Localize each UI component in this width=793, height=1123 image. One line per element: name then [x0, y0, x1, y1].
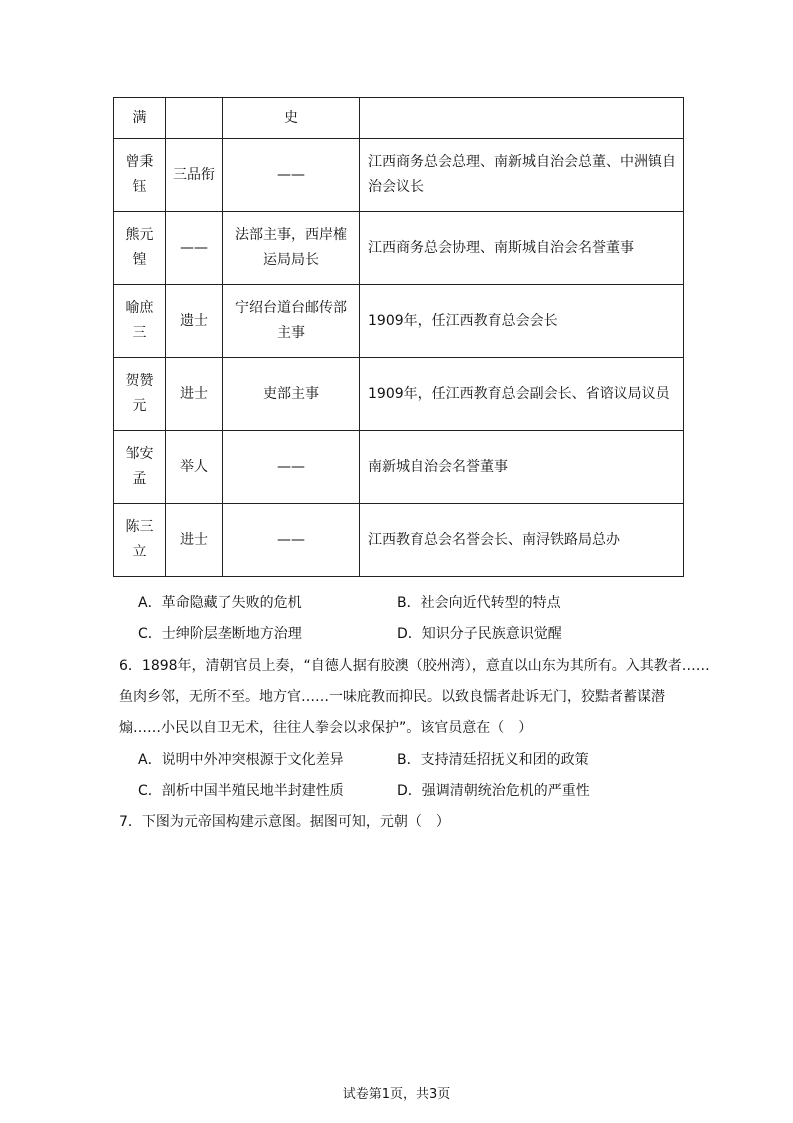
name-cell: 喻庶三	[114, 285, 166, 358]
q6-option-a[interactable]: A．说明中外冲突根源于文化差异	[138, 752, 344, 768]
rank-cell: 三品衔	[166, 139, 223, 212]
table-row	[114, 504, 684, 577]
rank-cell	[166, 98, 223, 139]
post-cell: 宁绍台道台邮传部主事	[223, 285, 360, 358]
officials-table	[113, 97, 684, 577]
q5-option-c[interactable]: C．士绅阶层垄断地方治理	[138, 626, 302, 642]
notes-cell	[360, 98, 684, 139]
q6-stem-line-1: 6．1898年，清朝官员上奏，“自德人据有胶澳（胶州湾），意直以山东为其所有。入其教者……	[119, 658, 710, 674]
post-cell: 吏部主事	[223, 358, 360, 431]
name-cell: 满	[114, 98, 166, 139]
rank-cell: 遗士	[166, 285, 223, 358]
name-cell: 熊元锽	[114, 212, 166, 285]
rank-cell: 进士	[166, 358, 223, 431]
q7-stem: 7．下图为元帝国构建示意图。据图可知，元朝（ ）	[119, 814, 450, 830]
q5-option-a[interactable]: A．革命隐藏了失败的危机	[138, 595, 302, 611]
table-row	[114, 431, 684, 504]
notes-cell: 江西教育总会名誉会长、南浔铁路局总办	[360, 504, 684, 577]
q6-stem-line-3: 煽……小民以自卫无术，往往人拳会以求保护”。该官员意在（ ）	[119, 720, 533, 736]
rank-cell: ——	[166, 212, 223, 285]
name-cell: 陈三立	[114, 504, 166, 577]
q6-option-d[interactable]: D．强调清朝统治危机的严重性	[397, 783, 590, 799]
page-footer: 试卷第1页，共3页	[342, 1087, 451, 1102]
q6-option-b[interactable]: B．支持清廷招抚义和团的政策	[397, 752, 589, 768]
table-row	[114, 285, 684, 358]
q6-stem-line-2: 鱼肉乡邻，无所不至。地方官……一味庇教而抑民。以致良懦者赴诉无门，狡黠者蓄谋潜	[119, 689, 665, 705]
q5-option-b[interactable]: B．社会向近代转型的特点	[397, 595, 561, 611]
post-cell: ——	[223, 504, 360, 577]
table-row	[114, 98, 684, 139]
rank-cell: 举人	[166, 431, 223, 504]
table-row	[114, 139, 684, 212]
notes-cell: 江西商务总会总理、南新城自治会总董、中洲镇自治会议长	[360, 139, 684, 212]
notes-cell: 1909年，任江西教育总会副会长、省谘议局议员	[360, 358, 684, 431]
post-cell: 法部主事，西岸榷运局局长	[223, 212, 360, 285]
table-row	[114, 212, 684, 285]
rank-cell: 进士	[166, 504, 223, 577]
notes-cell: 南新城自治会名誉董事	[360, 431, 684, 504]
notes-cell: 1909年，任江西教育总会会长	[360, 285, 684, 358]
notes-cell: 江西商务总会协理、南斯城自治会名誉董事	[360, 212, 684, 285]
name-cell: 邹安孟	[114, 431, 166, 504]
name-cell: 曾秉钰	[114, 139, 166, 212]
post-cell: ——	[223, 139, 360, 212]
q6-option-c[interactable]: C．剖析中国半殖民地半封建性质	[138, 783, 344, 799]
table-row	[114, 358, 684, 431]
name-cell: 贺赞元	[114, 358, 166, 431]
post-cell: 史	[223, 98, 360, 139]
post-cell: ——	[223, 431, 360, 504]
q5-option-d[interactable]: D．知识分子民族意识觉醒	[397, 626, 562, 642]
